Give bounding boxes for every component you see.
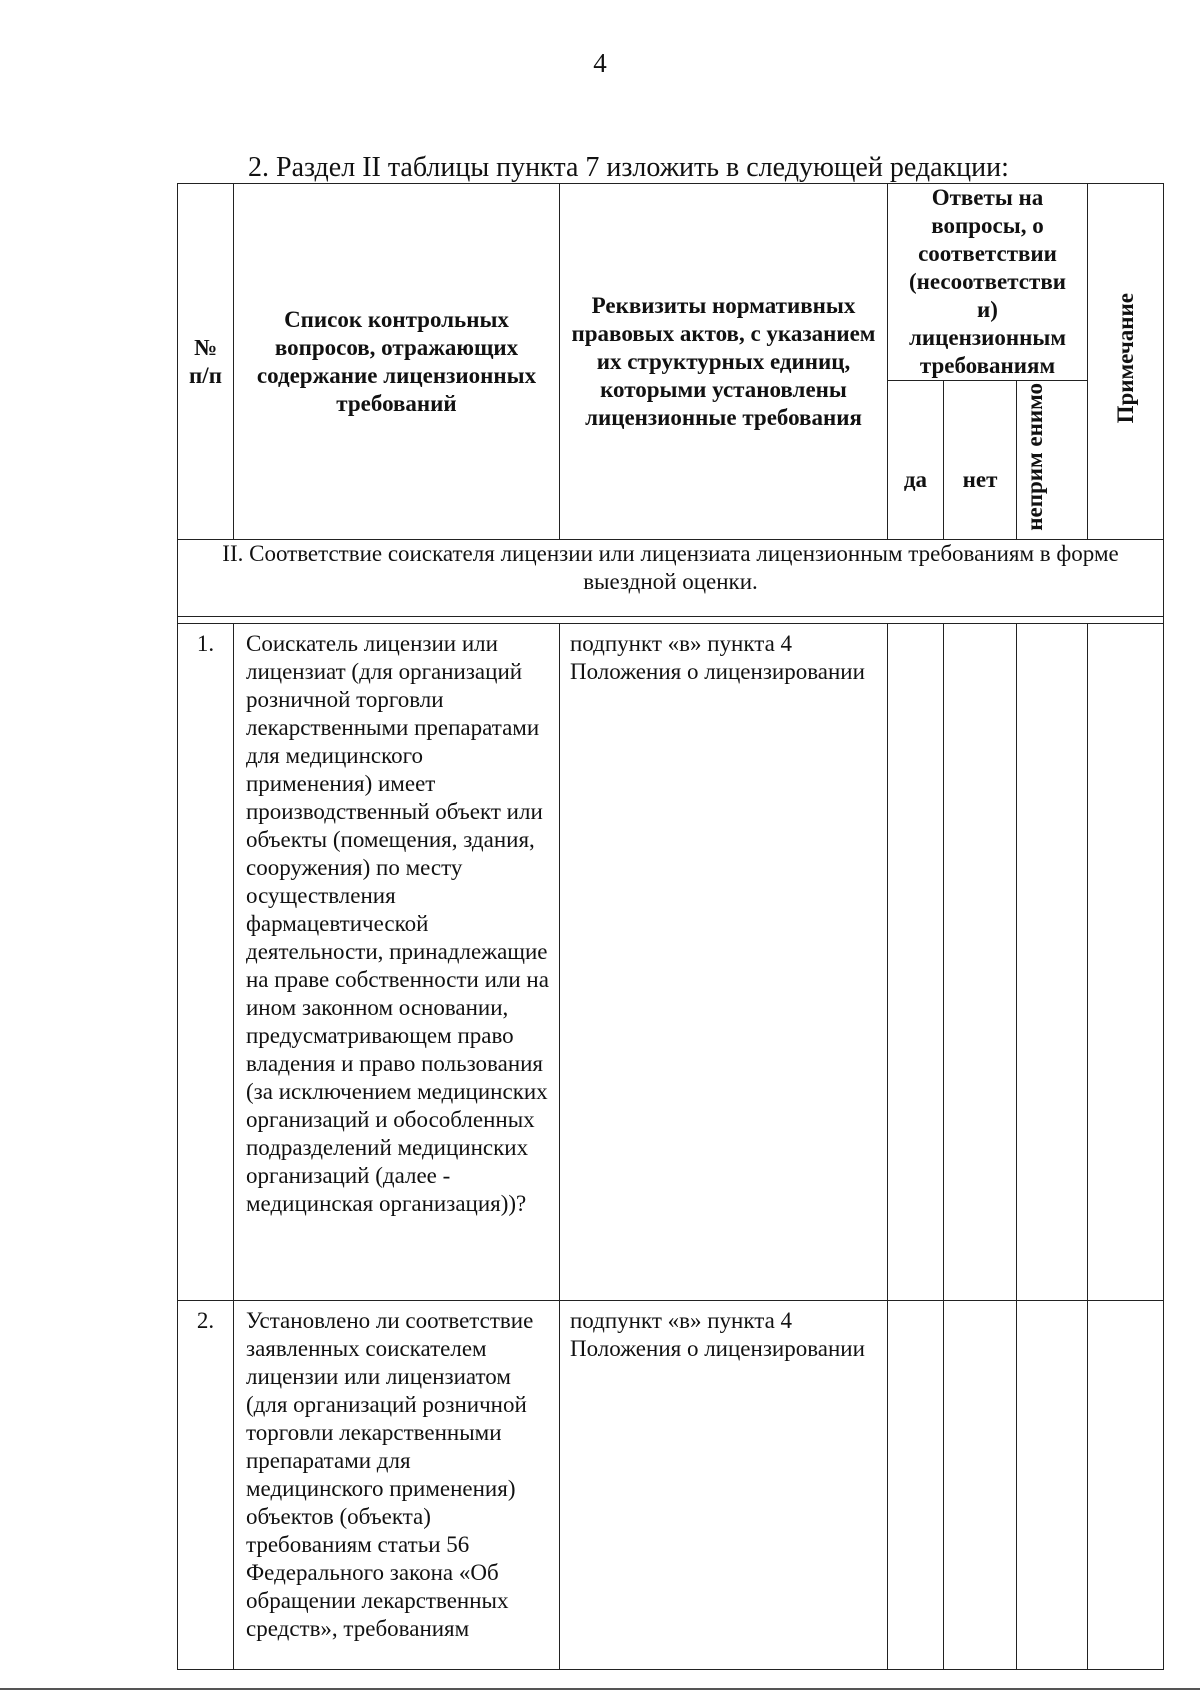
section-title-row [178,540,1164,617]
row-number: 1. [178,624,234,1301]
licensing-checklist-table [177,183,1164,1670]
section-title: II. Соответствие соискателя лицензии или лицензиата лицензионным требованиям в форме выездной оценки. [178,540,1164,617]
row-question: Соискатель лицензии или лицензиат (для организаций розничной торговли лекарственными препаратами для медицинского применения) имеет производственный объект или объекты (помещения, здания, сооружения) по месту осуществления фармацевтической деятельности, принадлежащие на праве собственности или на ином законном основании, предусматривающем право владения и право пользования (за исключением медицинских организаций и обособленных подразделений медицинских организаций (далее - медицинская организация))? [234,624,560,1301]
answer-no-cell [944,624,1017,1301]
header-row [178,184,1164,381]
header-no: нет [944,381,1017,540]
header-note [1088,184,1164,540]
header-requisites: Реквизиты нормативных правовых актов, с указанием их структурных единиц, которыми установлены лицензионные требования [560,184,888,540]
answer-not-applicable-cell [1017,624,1088,1301]
header-not-applicable [1017,381,1088,540]
row-number: 2. [178,1301,234,1670]
answer-not-applicable-cell [1017,1301,1088,1670]
header-yes: да [888,381,944,540]
scan-bottom-edge [0,1688,1200,1690]
page-number: 4 [593,48,607,78]
table-row [178,624,1164,1301]
table-row [178,1301,1164,1670]
header-answers: Ответы на вопросы, о соответствии (несоответстви и) лицензионным требованиям [888,184,1088,381]
answer-yes-cell [888,624,944,1301]
row-question: Установлено ли соответствие заявленных соискателем лицензии или лицензиатом (для организаций розничной торговли лекарственными препаратами для медицинского применения) объектов (объекта) требованиям статьи 56 Федерального закона «Об обращении лекарственных средств», требованиям [234,1301,560,1670]
answer-yes-cell [888,1301,944,1670]
answer-no-cell [944,1301,1017,1670]
note-cell [1088,624,1164,1301]
header-not-applicable-text: неприм енимо [1022,382,1047,531]
header-number: № п/п [178,184,234,540]
spacer-row [178,617,1164,624]
header-note-text: Примечание [1112,292,1138,424]
note-cell [1088,1301,1164,1670]
row-reference: подпункт «в» пункта 4 Положения о лицензировании [560,1301,888,1670]
header-questions: Список контрольных вопросов, отражающих содержание лицензионных требований [234,184,560,540]
intro-paragraph: 2. Раздел II таблицы пункта 7 изложить в следующей редакции: [248,152,1009,183]
row-reference: подпункт «в» пункта 4 Положения о лицензировании [560,624,888,1301]
